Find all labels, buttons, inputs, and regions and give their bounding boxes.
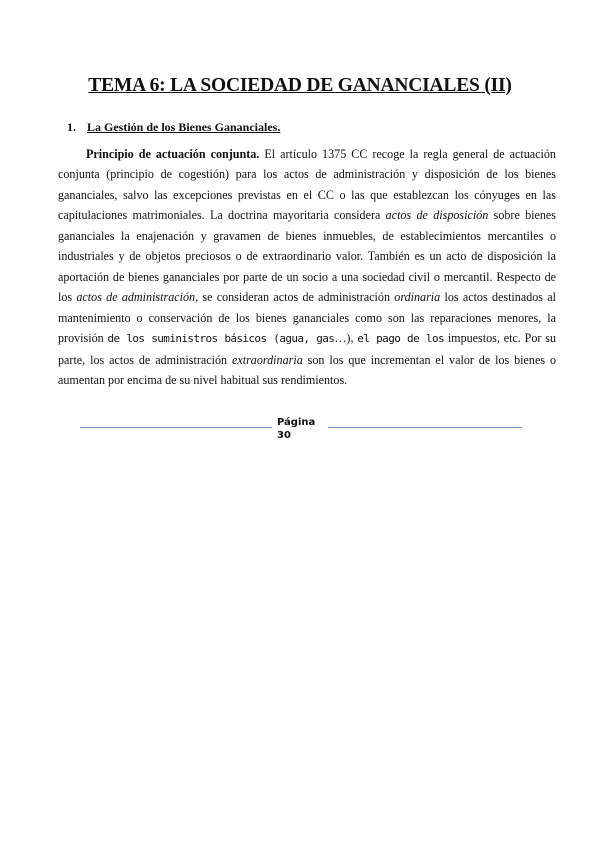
paragraph-italic: ordinaria [394,290,441,305]
section-number: 1. [67,120,76,134]
footer-rule-right [328,427,522,428]
paragraph-text: …), [334,331,358,346]
page-label-word: Página [277,417,316,428]
paragraph-text: impuestos, etc. Por su parte, los actos de administración [58,331,557,367]
paragraph-italic: extraordinaria [231,352,303,367]
page-number-label [277,416,315,442]
paragraph-text: los actos destinados al mantenimiento o conservación de los bienes gananciales como son las reparaciones menores, la provisión [58,290,556,346]
section-heading-text: La Gestión de los Bienes Gananciales. [87,120,281,134]
paragraph-mono-text: de los suministros básicos (agua, gas [107,332,335,346]
paragraph-text: El artículo 1375 CC recoge la regla general de actuación conjunta (principio de cogestión) para los actos de administración y disposición de los bienes gananciales, salvo las excepciones previstas en el CC o las que establezcan los cónyuges en las capitulaciones matrimoniales. La doctrina mayoritaria considera [58,147,556,223]
paragraph-text: son los que incrementan el valor de los bienes o aumentan por encima de su nivel habitual sus rendimientos. [58,352,556,387]
paragraph-italic: actos de disposición [385,208,489,223]
paragraph-text: sobre bienes gananciales la enajenación y gravamen de bienes inmuebles, de establecimientos mercantiles o industriales y de objetos preciosos o de extraordinario valor. También es un acto de disposición la aportación de bienes gananciales por parte de un socio a una sociedad civil o mercantil. Respecto de los [58,208,557,305]
body-paragraph [58,144,556,390]
paragraph-mono-text: el pago de los [357,332,444,346]
footer-rule-left [80,427,272,428]
paragraph-text: se consideran actos de administración [198,290,395,305]
page-number: 30 [277,430,291,441]
section-heading [67,120,280,135]
page-title: TEMA 6: LA SOCIEDAD DE GANANCIALES (II) [88,75,512,96]
paragraph-lead: Principio de actuación conjunta. [86,147,260,161]
paragraph-italic: actos de administración, [76,290,199,305]
